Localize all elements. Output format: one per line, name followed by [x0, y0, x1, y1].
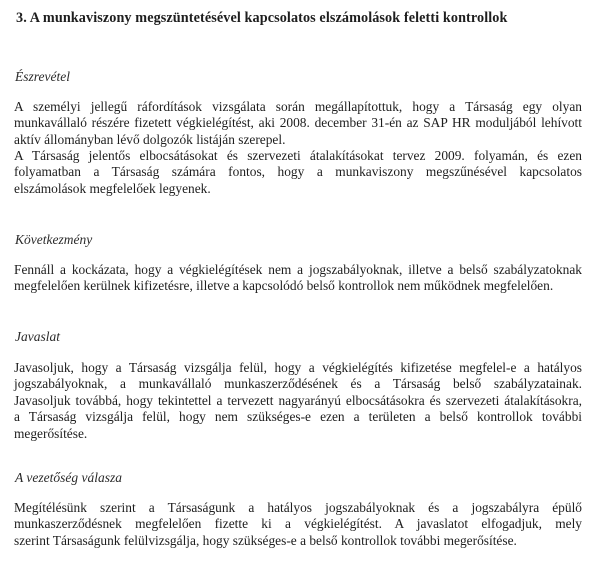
text-line: megfelelően kerülnek kifizetésre, illetve a kapcsolódó belső kontrollok nem működnek megfelelően.	[14, 278, 554, 294]
text-line: A Társaság jelentős elbocsátásokat és szervezeti átalakításokat tervez 2009. folyamán, és ezen	[14, 148, 582, 163]
text-line: A személyi jellegű ráfordítások vizsgálata során megállapítottuk, hogy a Társaság egy olyan	[14, 99, 582, 114]
text-line: Megítélésünk szerint a Társaságunk a hatályos jogszabályoknak és a jogszabályra épülő	[14, 500, 582, 515]
text-line: a Társaság vizsgálja felül, hogy nem szükséges-e ezen a területen a belső kontrollok további	[14, 409, 582, 425]
text-line: szerint Társaságunk felülvizsgálja, hogy szükséges-e a belső kontrollok további megerősítése.	[14, 532, 517, 548]
section-title-recommendation: Javaslat	[15, 329, 60, 344]
text-line: folyamatban a Társaság számára fontos, hogy a munkaviszony megszűnésével kapcsolatos	[14, 164, 582, 180]
text-line: Fennáll a kockázata, hogy a végkielégítések nem a jogszabályoknak, illetve a belső szabályzatoknak	[14, 262, 582, 277]
section-heading: 3. A munkaviszony megszüntetésével kapcsolatos elszámolások feletti kontrollok	[16, 10, 508, 26]
section-title-consequence: Következmény	[15, 232, 93, 247]
text-line: jogszabályoknak, a munkavállaló munkaszerződésének és a Társaság belső szabályzatainak.	[14, 376, 582, 392]
text-line: munkavállaló részére fizetett végkielégítést, aki 2008. december 31-én az SAP HR moduljából lehívott	[14, 115, 582, 131]
consequence-paragraph	[14, 262, 582, 295]
management-response-paragraph	[14, 500, 582, 549]
text-line: megerősítése.	[14, 425, 88, 441]
observation-paragraph-1	[14, 99, 582, 148]
recommendation-paragraph	[14, 360, 582, 442]
text-line: aktív állományban lévő dolgozók listáján szerepel.	[14, 131, 286, 147]
text-line: munkaszerződésnek megfelelően fizette ki a végkielégítést. A javaslatot elfogadjuk, mely	[14, 516, 582, 532]
text-line: elszámolások megfelelőek legyenek.	[14, 180, 211, 196]
text-line: Javasoljuk továbbá, hogy tekintettel a tervezett nagyarányú elbocsátásokra és szervezeti átalakításokra,	[14, 392, 582, 408]
text-line: Javasoljuk, hogy a Társaság vizsgálja felül, hogy a végkielégítés kifizetése megfelel-e a hatályos	[14, 360, 582, 375]
observation-paragraph-2	[14, 148, 582, 197]
section-title-observation: Észrevétel	[15, 69, 70, 84]
section-title-management-response: A vezetőség válasza	[15, 470, 122, 485]
